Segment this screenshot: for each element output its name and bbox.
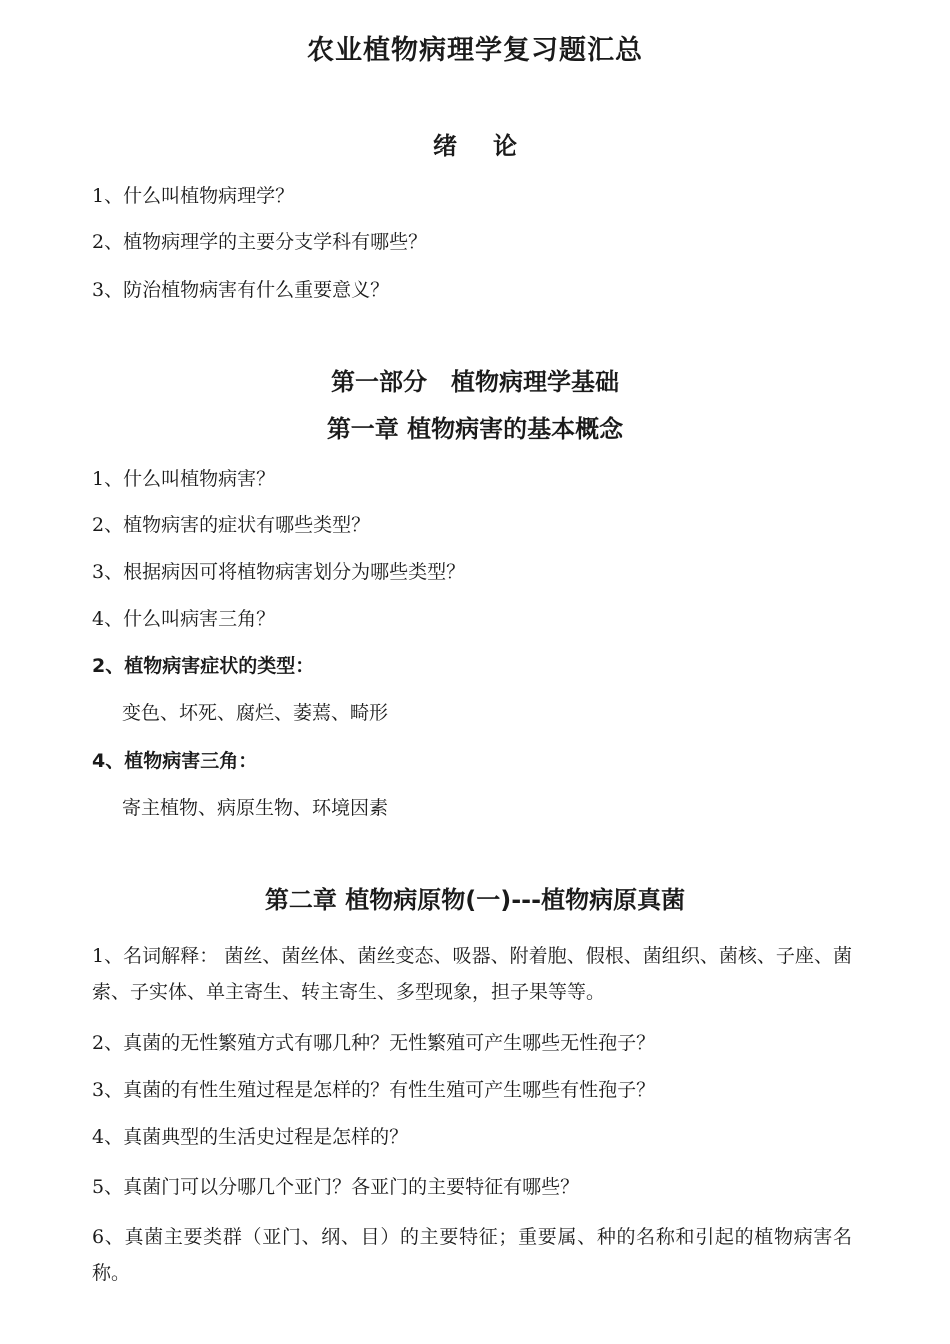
chapter2-question-6: 6、真菌主要类群（亚门、纲、目）的主要特征；重要属、种的名称和引起的植物病害名称。 bbox=[92, 1226, 852, 1284]
chapter1-question-3: 3、根据病因可将植物病害划分为哪些类型？ bbox=[92, 561, 466, 583]
chapter2-question-4: 4、真菌典型的生活史过程是怎样的？ bbox=[92, 1126, 409, 1148]
chapter1-answer-4-text: 寄主植物、病原生物、环境因素 bbox=[122, 797, 389, 819]
chapter2-question-2: 2、真菌的无性繁殖方式有哪几种？无性繁殖可产生哪些无性孢子？ bbox=[92, 1032, 656, 1054]
chapter1-question-4: 4、什么叫病害三角？ bbox=[92, 608, 276, 630]
chapter1-question-2: 2、植物病害的症状有哪些类型？ bbox=[92, 514, 371, 536]
part1-heading: 第一部分 植物病理学基础 bbox=[331, 368, 619, 396]
chapter2-question-3: 3、真菌的有性生殖过程是怎样的？有性生殖可产生哪些有性孢子？ bbox=[92, 1079, 656, 1101]
chapter2-heading: 第二章 植物病原物(一)---植物病原真菌 bbox=[264, 886, 686, 914]
intro-question-2: 2、植物病理学的主要分支学科有哪些？ bbox=[92, 231, 428, 253]
document-title-text: 农业植物病理学复习题汇总 bbox=[307, 35, 643, 66]
chapter1-question-1: 1、什么叫植物病害？ bbox=[92, 468, 276, 490]
chapter2-question-1: 1、名词解释： 菌丝、菌丝体、菌丝变态、吸器、附着胞、假根、菌组织、菌核、子座、菌索、子实体、单主寄生、转主寄生、多型现象，担子果等等。 bbox=[92, 945, 852, 1003]
chapter1-answer-4-label: 4、植物病害三角： bbox=[92, 750, 258, 772]
chapter1-answer-2-label: 2、植物病害症状的类型： bbox=[92, 655, 315, 677]
chapter1-heading: 第一章 植物病害的基本概念 bbox=[326, 415, 624, 443]
chapter1-answer-2-text: 变色、坏死、腐烂、萎蔫、畸形 bbox=[122, 702, 389, 724]
document-title bbox=[0, 20, 950, 70]
intro-question-3: 3、防治植物病害有什么重要意义？ bbox=[92, 279, 390, 301]
intro-question-1: 1、什么叫植物病理学？ bbox=[92, 185, 295, 207]
chapter2-question-5: 5、真菌门可以分哪几个亚门？各亚门的主要特征有哪些？ bbox=[92, 1176, 580, 1198]
intro-heading: 绪论 bbox=[433, 132, 553, 160]
